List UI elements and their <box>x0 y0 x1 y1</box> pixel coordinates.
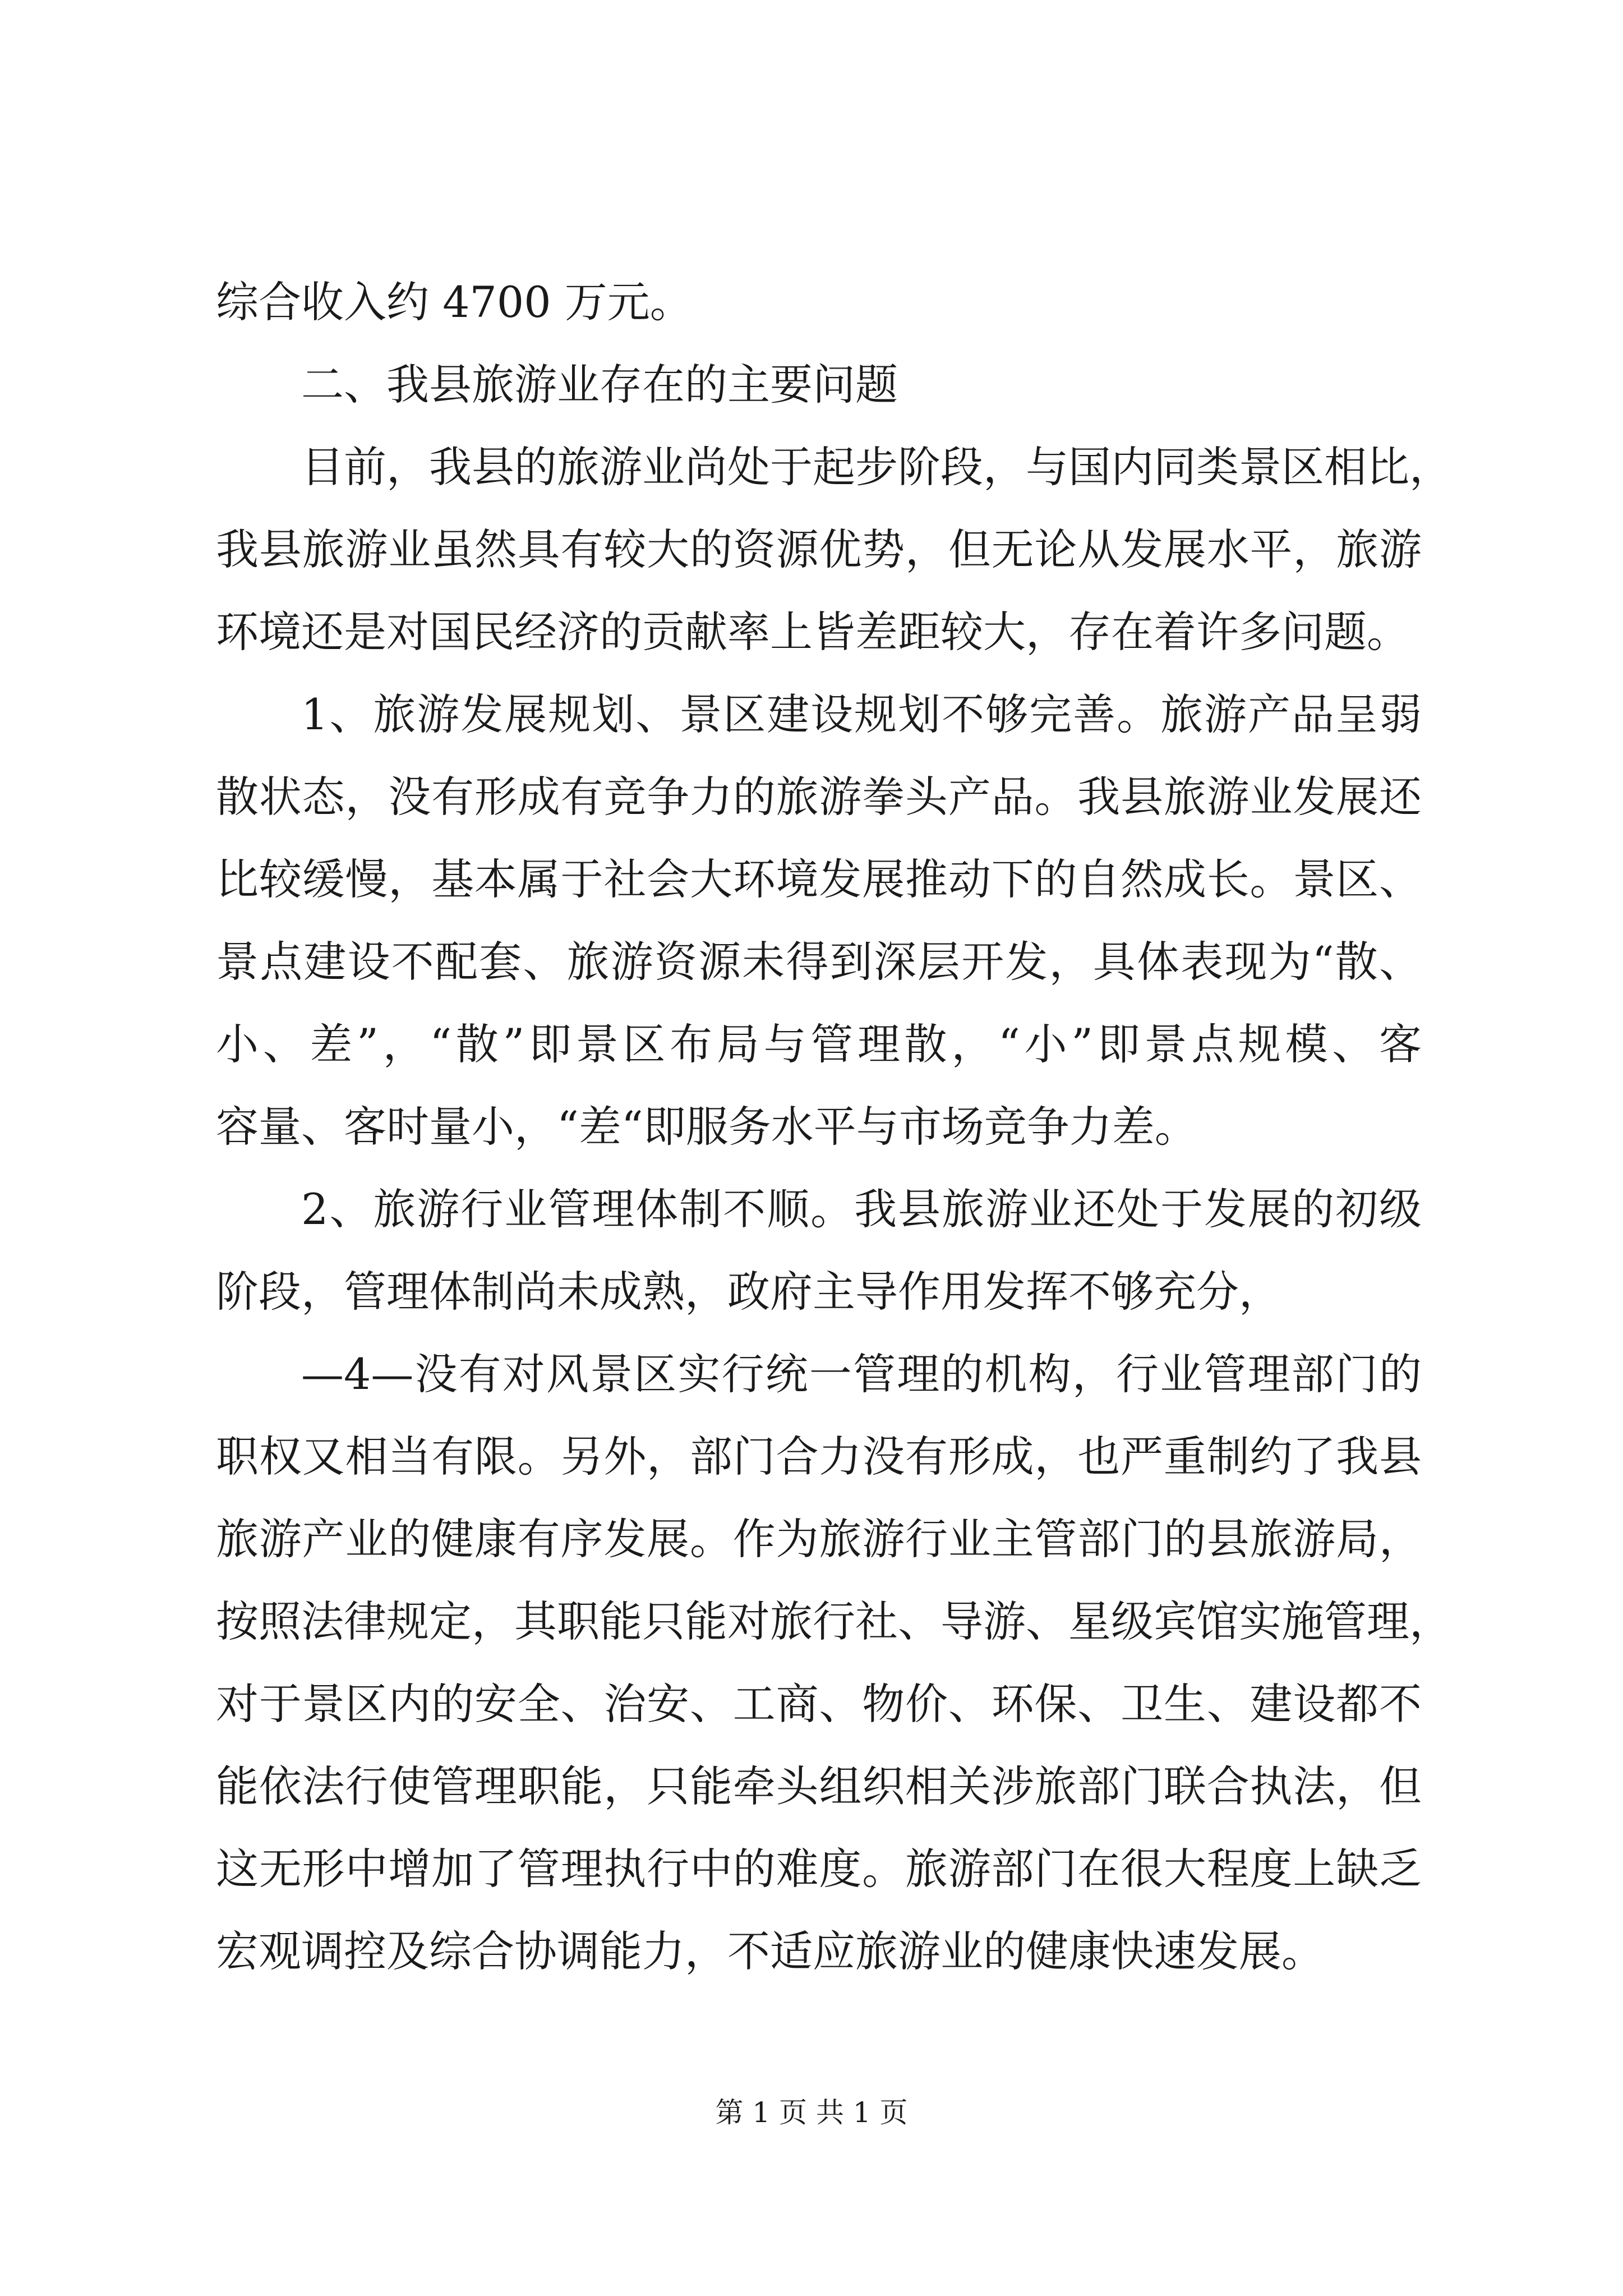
text-line: 综合收入约 4700 万元。 <box>216 277 693 327</box>
text-line: 2、旅游行业管理体制不顺。我县旅游业还处于发展的初级 <box>301 1184 1422 1234</box>
text-line: 小、差”，“散”即景区布局与管理散，“小”即景点规模、客 <box>216 1019 1422 1069</box>
text-line: 目前，我县的旅游业尚处于起步阶段，与国内同类景区相比， <box>301 442 1452 492</box>
page-footer: 第 1 页 共 1 页 <box>715 2096 908 2129</box>
text-line: 对于景区内的安全、治安、工商、物价、环保、卫生、建设都不 <box>216 1679 1422 1729</box>
text-line: 这无形中增加了管理执行中的难度。旅游部门在很大程度上缺乏 <box>216 1844 1422 1894</box>
text-line: 我县旅游业虽然具有较大的资源优势，但无论从发展水平，旅游 <box>216 524 1422 574</box>
text-line: —4—没有对风景区实行统一管理的机构，行业管理部门的 <box>301 1349 1422 1399</box>
text-line: 1、旅游发展规划、景区建设规划不够完善。旅游产品呈弱 <box>301 689 1422 739</box>
text-line: 宏观调控及综合协调能力，不适应旅游业的健康快速发展。 <box>216 1926 1324 1976</box>
text-line: 阶段，管理体制尚未成熟，政府主导作用发挥不够充分， <box>216 1267 1281 1317</box>
text-line: 按照法律规定，其职能只能对旅行社、导游、星级宾馆实施管理， <box>216 1596 1452 1646</box>
text-line: 旅游产业的健康有序发展。作为旅游行业主管部门的县旅游局， <box>216 1514 1422 1564</box>
text-line: 能依法行使管理职能，只能牵头组织相关涉旅部门联合执法，但 <box>216 1761 1422 1811</box>
document-body <box>216 261 1452 1993</box>
text-line: 环境还是对国民经济的贡献率上皆差距较大，存在着许多问题。 <box>216 607 1409 657</box>
text-line: 职权又相当有限。另外，部门合力没有形成，也严重制约了我县 <box>216 1432 1422 1481</box>
text-line: 景点建设不配套、旅游资源未得到深层开发，具体表现为“散、 <box>216 937 1422 987</box>
text-line: 容量、客时量小，“差“即服务水平与市场竞争力差。 <box>216 1102 1197 1152</box>
text-line: 散状态，没有形成有竞争力的旅游拳头产品。我县旅游业发展还 <box>216 772 1422 822</box>
text-line: 二、我县旅游业存在的主要问题 <box>301 360 898 409</box>
text-line: 比较缓慢，基本属于社会大环境发展推动下的自然成长。景区、 <box>216 854 1422 904</box>
